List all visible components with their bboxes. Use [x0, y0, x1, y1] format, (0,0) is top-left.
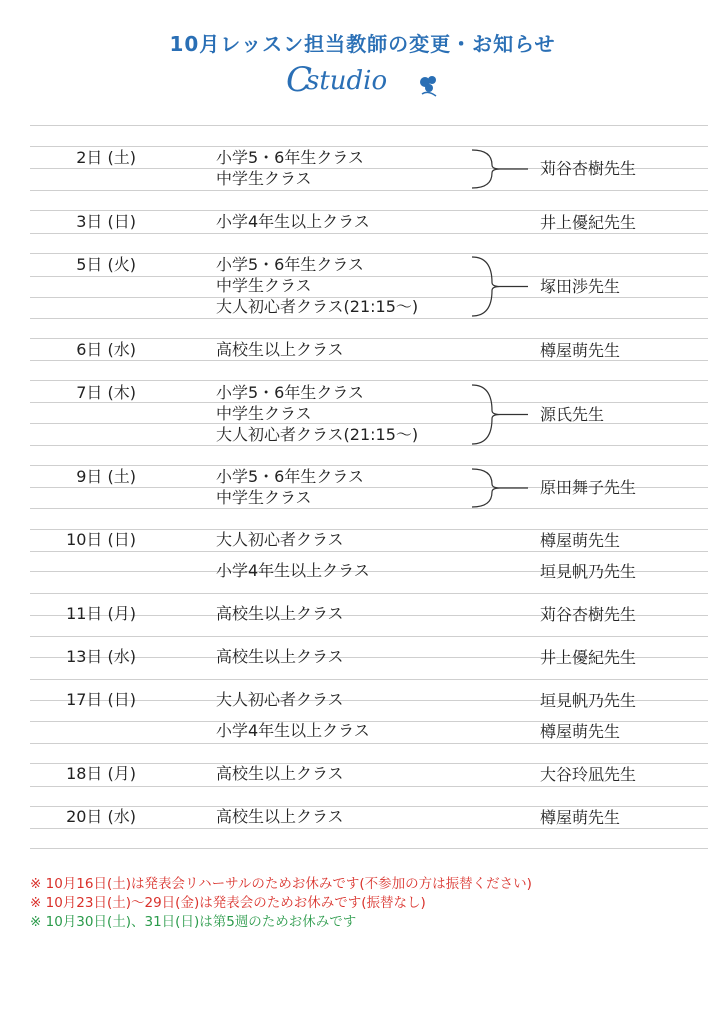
class-name: 小学5・6年生クラス: [216, 467, 364, 486]
lesson-date: 7日 (木): [76, 383, 136, 402]
class-name: 高校生以上クラス: [216, 647, 344, 666]
notice-line: ※ 10月23日(土)～29日(金)は発表会のためお休みです(振替なし): [30, 895, 426, 911]
lesson-date: 13日 (水): [66, 647, 136, 666]
lesson-date: 2日 (土): [76, 148, 136, 167]
ruled-line: [30, 233, 708, 234]
ruled-line: [30, 465, 708, 466]
teacher-name: 塚田渉先生: [540, 276, 621, 296]
class-name: 大人初心者クラス: [216, 690, 344, 709]
class-name: 高校生以上クラス: [216, 604, 344, 623]
teacher-name: 樽屋萌先生: [540, 807, 621, 827]
ruled-line: [30, 679, 708, 680]
class-name: 高校生以上クラス: [216, 807, 344, 826]
ruled-line: [30, 786, 708, 787]
page-title: 10月レッスン担当教師の変更・お知らせ: [169, 32, 556, 56]
class-name: 小学5・6年生クラス: [216, 383, 364, 402]
teacher-name: 源氏先生: [540, 404, 605, 424]
teacher-name: 垣見帆乃先生: [540, 561, 637, 581]
ruled-line: [30, 743, 708, 744]
teacher-name: 苅谷杏樹先生: [540, 604, 637, 624]
ruled-line: [30, 318, 708, 319]
teacher-name: 樽屋萌先生: [540, 530, 621, 550]
teacher-name: 井上優紀先生: [540, 647, 637, 667]
bracket-icon: [470, 256, 530, 317]
lesson-date: 10日 (日): [66, 530, 136, 549]
teacher-name: 原田舞子先生: [540, 478, 637, 497]
studio-logo: [286, 62, 446, 104]
teacher-name: 大谷玲凪先生: [540, 764, 637, 784]
lesson-date: 6日 (水): [76, 340, 136, 359]
lesson-date: 20日 (水): [66, 807, 136, 826]
ruled-line: [30, 445, 708, 446]
lesson-date: 5日 (火): [76, 255, 136, 274]
teacher-name: 井上優紀先生: [540, 212, 637, 232]
flower-icon: [414, 70, 444, 100]
class-name: 中学生クラス: [216, 404, 312, 423]
class-name: 高校生以上クラス: [216, 764, 344, 783]
ruled-line: [30, 828, 708, 829]
lesson-date: 18日 (月): [66, 764, 136, 783]
class-name: 大人初心者クラス(21:15～): [216, 297, 419, 316]
ruled-line: [30, 146, 708, 147]
notice-line: ※ 10月30日(土)、31日(日)は第5週のためお休みです: [30, 914, 357, 930]
logo-text: studio: [306, 66, 388, 96]
class-name: 高校生以上クラス: [216, 340, 344, 359]
lesson-date: 3日 (日): [76, 212, 136, 231]
ruled-line: [30, 636, 708, 637]
class-name: 中学生クラス: [216, 169, 312, 188]
class-name: 中学生クラス: [216, 488, 312, 507]
ruled-line: [30, 848, 708, 849]
class-name: 小学5・6年生クラス: [216, 255, 364, 274]
ruled-line: [30, 593, 708, 594]
class-name: 小学5・6年生クラス: [216, 148, 364, 167]
teacher-name: 樽屋萌先生: [540, 721, 621, 741]
notice-line: ※ 10月16日(土)は発表会リハーサルのためお休みです(不参加の方は振替ください): [30, 876, 532, 892]
ruled-line: [30, 253, 708, 254]
class-name: 小学4年生以上クラス: [216, 561, 370, 580]
class-name: 小学4年生以上クラス: [216, 721, 370, 740]
ruled-line: [30, 338, 708, 339]
lesson-date: 9日 (土): [76, 467, 136, 486]
bracket-icon: [470, 149, 530, 189]
ruled-line: [30, 551, 708, 552]
bracket-icon: [470, 468, 530, 508]
ruled-line: [30, 423, 708, 424]
lesson-date: 17日 (日): [66, 690, 136, 709]
bracket-icon: [470, 384, 530, 445]
teacher-name: 垣見帆乃先生: [540, 690, 637, 710]
teacher-name: 樽屋萌先生: [540, 340, 621, 360]
class-name: 大人初心者クラス(21:15～): [216, 425, 419, 444]
ruled-line: [30, 380, 708, 381]
ruled-line: [30, 125, 708, 126]
logo-initial: C: [286, 60, 313, 100]
class-name: 大人初心者クラス: [216, 530, 344, 549]
ruled-line: [30, 508, 708, 509]
class-name: 中学生クラス: [216, 276, 312, 295]
ruled-line: [30, 190, 708, 191]
ruled-line: [30, 210, 708, 211]
lesson-date: 11日 (月): [66, 604, 136, 623]
teacher-name: 苅谷杏樹先生: [540, 159, 637, 178]
class-name: 小学4年生以上クラス: [216, 212, 370, 231]
